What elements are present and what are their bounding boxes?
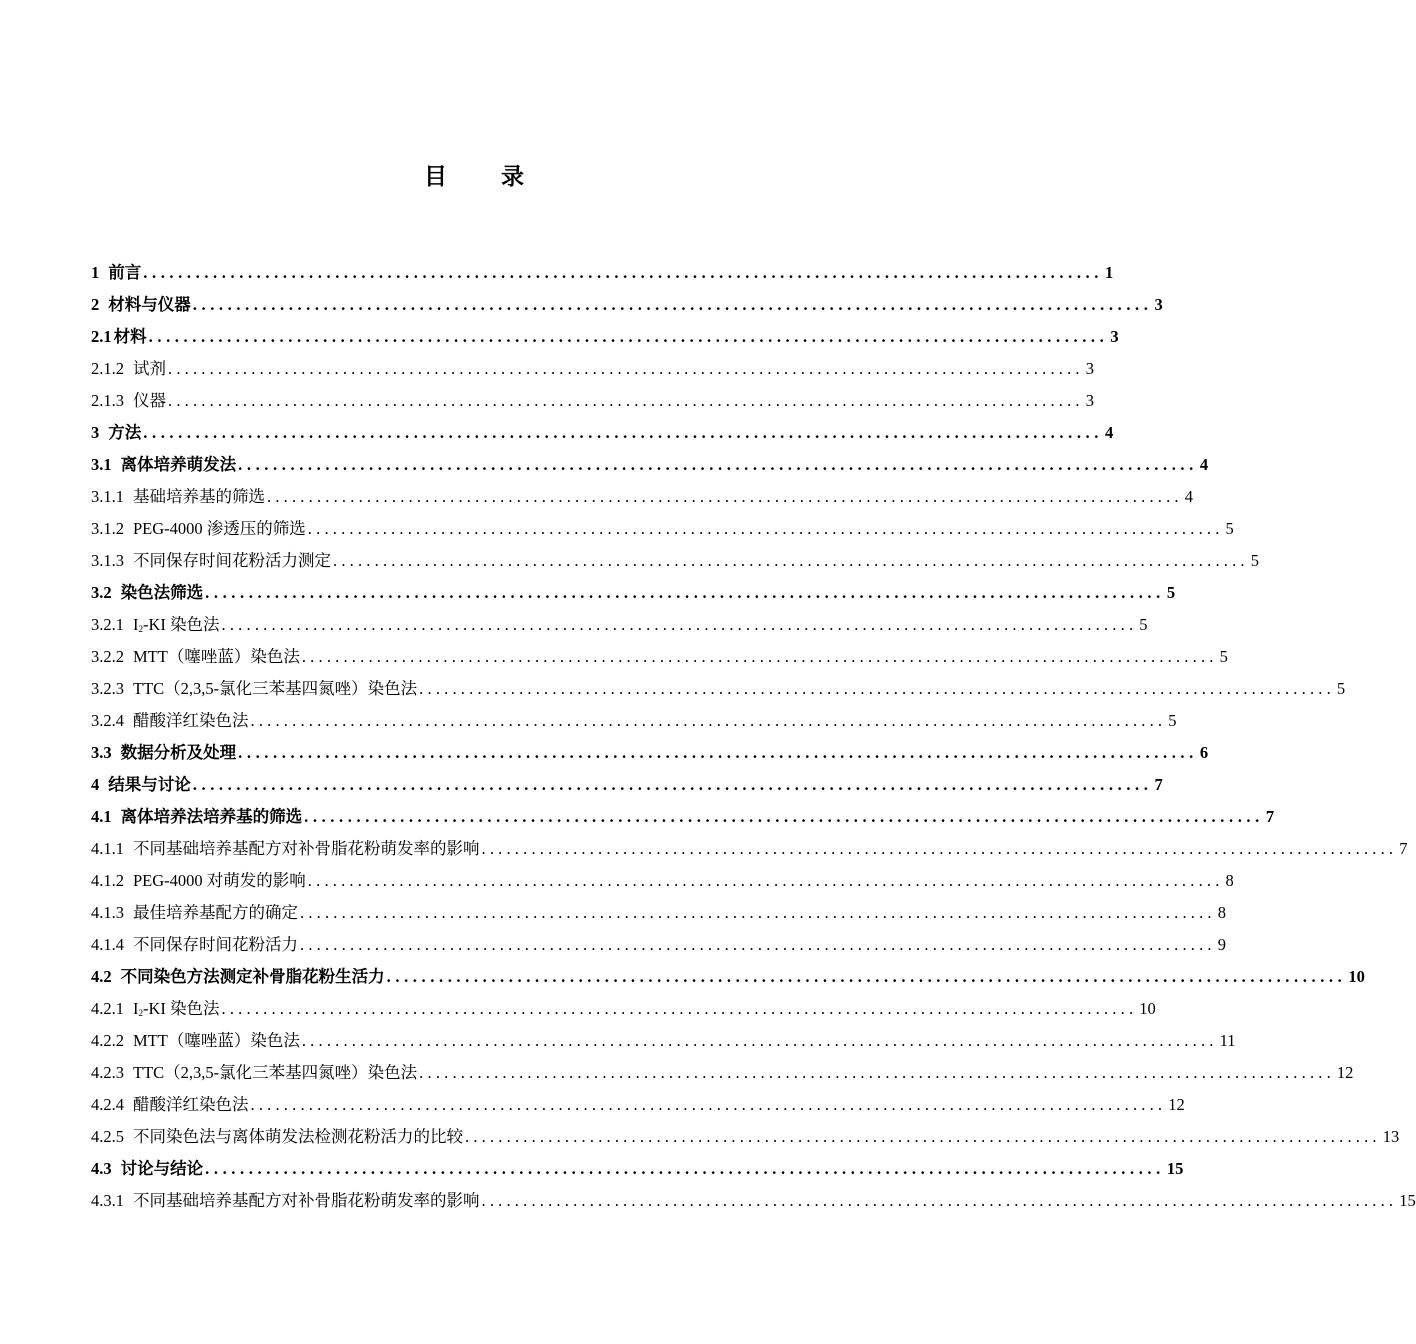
toc-label: MTT（噻唑蓝）染色法 (133, 1031, 300, 1050)
dot-leader: .............................................................................................................. (419, 679, 1335, 698)
toc-entry[interactable] (91, 417, 1114, 449)
toc-entry[interactable] (91, 801, 1275, 833)
toc-page: 10 (1348, 967, 1365, 986)
toc-number: 3.1.2 (91, 519, 124, 538)
dot-leader: .............................................................................................................. (481, 1191, 1398, 1210)
dot-leader: .............................................................................................................. (419, 1063, 1335, 1082)
toc-label: TTC（2,3,5-氯化三苯基四氮唑）染色法 (133, 1063, 418, 1082)
toc-page: 5 (1166, 583, 1176, 602)
toc-page: 5 (1250, 551, 1259, 570)
dot-leader: .............................................................................................................. (300, 903, 1216, 922)
toc-label: 不同染色方法测定补骨脂花粉生活力 (120, 967, 385, 986)
toc-page: 3 (1085, 359, 1094, 378)
dot-leader: .............................................................................................................. (221, 999, 1138, 1018)
toc-number: 2.1 (91, 327, 112, 346)
toc-page: 5 (1225, 519, 1234, 538)
toc-entry[interactable] (91, 353, 1094, 385)
toc-label: PEG-4000 渗透压的筛选 (133, 519, 306, 538)
dot-leader: .............................................................................................................. (301, 1031, 1218, 1050)
toc-number: 3.2.1 (91, 615, 124, 634)
toc-number: 4.3.1 (91, 1191, 124, 1210)
toc-number: 3.2 (91, 583, 112, 602)
toc-number: 4.1.3 (91, 903, 124, 922)
toc-page: 4 (1105, 423, 1114, 442)
toc-number: 4.1.4 (91, 935, 124, 954)
dot-leader: .............................................................................................................. (238, 455, 1198, 474)
dot-leader: .............................................................................................................. (148, 327, 1109, 346)
toc-number: 2 (91, 295, 100, 314)
toc-page: 5 (1139, 615, 1148, 634)
toc-entry[interactable] (91, 513, 1234, 545)
toc-label: 不同基础培养基配方对补骨脂花粉萌发率的影响 (133, 839, 480, 858)
label-part: I (133, 615, 139, 634)
dot-leader: .............................................................................................................. (301, 647, 1218, 666)
toc-page: 7 (1399, 839, 1408, 858)
toc-entry[interactable] (91, 961, 1365, 993)
toc-page: 13 (1382, 1127, 1400, 1146)
toc-label: 醋酸洋红染色法 (133, 711, 249, 730)
toc-number: 1 (91, 263, 100, 282)
toc-label: 不同基础培养基配方对补骨脂花粉萌发率的影响 (133, 1191, 480, 1210)
toc-entry[interactable] (91, 1121, 1400, 1153)
toc-label (133, 993, 220, 1025)
dot-leader: .............................................................................................................. (205, 1159, 1165, 1178)
toc-number: 4.1.2 (91, 871, 124, 890)
dot-leader: .............................................................................................................. (267, 487, 1183, 506)
toc-page: 10 (1139, 999, 1156, 1018)
toc-entry[interactable] (91, 449, 1209, 481)
dot-leader: .............................................................................................................. (307, 871, 1224, 890)
toc-label (133, 609, 220, 641)
toc-page: 1 (1105, 263, 1114, 282)
subscript: 2 (138, 624, 143, 634)
toc-label: 不同保存时间花粉活力 (133, 935, 298, 954)
toc-number: 4.2.4 (91, 1095, 124, 1114)
toc-page: 6 (1199, 743, 1209, 762)
toc-label: 不同染色法与离体萌发法检测花粉活力的比较 (133, 1127, 463, 1146)
toc-page: 11 (1219, 1031, 1236, 1050)
toc-entry[interactable] (91, 929, 1226, 961)
subscript: 2 (138, 1008, 143, 1018)
toc-page: 5 (1219, 647, 1228, 666)
dot-leader: .............................................................................................................. (168, 391, 1084, 410)
toc-label: MTT（噻唑蓝）染色法 (133, 647, 300, 666)
toc-number: 3 (91, 423, 100, 442)
toc-entry[interactable] (91, 289, 1163, 321)
toc-label: 材料 (113, 327, 147, 346)
toc-page: 4 (1199, 455, 1209, 474)
toc-page: 15 (1166, 1159, 1184, 1178)
toc-number: 4.2 (91, 967, 112, 986)
toc-entry[interactable] (91, 545, 1259, 577)
toc-number: 3.1.3 (91, 551, 124, 570)
toc-entry[interactable] (91, 897, 1226, 929)
toc-label: 基础培养基的筛选 (133, 487, 265, 506)
toc-entry[interactable] (91, 385, 1094, 417)
dot-leader: .............................................................................................................. (143, 423, 1103, 442)
toc-entry[interactable] (91, 481, 1193, 513)
toc-page: 9 (1217, 935, 1226, 954)
toc-number: 4.2.3 (91, 1063, 124, 1082)
toc-number: 3.2.4 (91, 711, 124, 730)
toc-number: 2.1.2 (91, 359, 124, 378)
toc-label: 离体培养萌发法 (120, 455, 237, 474)
toc-number: 3.3 (91, 743, 112, 762)
toc-label: TTC（2,3,5-氯化三苯基四氮唑）染色法 (133, 679, 418, 698)
dot-leader: .............................................................................................................. (238, 743, 1198, 762)
toc-number: 4.2.1 (91, 999, 124, 1018)
dot-leader: .............................................................................................................. (221, 615, 1138, 634)
toc-number: 4.1 (91, 807, 112, 826)
toc-number: 4.3 (91, 1159, 112, 1178)
toc-label: 讨论与结论 (120, 1159, 204, 1178)
toc-entry[interactable] (91, 1185, 1416, 1217)
toc-entry[interactable] (91, 1057, 1354, 1089)
toc-page: 8 (1225, 871, 1234, 890)
toc-label: 前言 (108, 263, 142, 282)
toc-label: 仪器 (133, 391, 166, 410)
dot-leader: .............................................................................................................. (333, 551, 1249, 570)
toc-page: 5 (1336, 679, 1346, 698)
toc-entry[interactable] (91, 641, 1228, 673)
toc-page: 12 (1336, 1063, 1354, 1082)
dot-leader: .............................................................................................................. (205, 583, 1165, 602)
toc-number: 3.1 (91, 455, 112, 474)
label-part: -KI 染色法 (143, 615, 220, 634)
toc-entry[interactable] (91, 257, 1114, 289)
toc-entry[interactable] (91, 833, 1408, 865)
toc-label: 数据分析及处理 (120, 743, 237, 762)
toc-number: 4.2.5 (91, 1127, 124, 1146)
toc-number: 3.2.2 (91, 647, 124, 666)
toc-page: 3 (1085, 391, 1094, 410)
toc-number: 3.2.3 (91, 679, 124, 698)
toc-entry[interactable] (91, 673, 1346, 705)
label-part: -KI 染色法 (143, 999, 220, 1018)
toc-entry[interactable] (91, 577, 1176, 609)
toc-entry[interactable] (91, 737, 1209, 769)
dot-leader: .............................................................................................................. (481, 839, 1398, 858)
dot-leader: .............................................................................................................. (304, 807, 1264, 826)
dot-leader: .............................................................................................................. (143, 263, 1103, 282)
toc-label: 醋酸洋红染色法 (133, 1095, 249, 1114)
toc-label: 最佳培养基配方的确定 (133, 903, 298, 922)
toc-entry[interactable] (91, 993, 1156, 1025)
toc-page: 8 (1217, 903, 1226, 922)
toc-entry[interactable] (91, 1025, 1236, 1057)
toc-number: 4.1.1 (91, 839, 124, 858)
toc-entry[interactable] (91, 1089, 1185, 1121)
toc-number: 2.1.3 (91, 391, 124, 410)
toc-entry[interactable] (91, 1153, 1184, 1185)
dot-leader: .............................................................................................................. (250, 711, 1167, 730)
page-title (0, 158, 950, 191)
toc-number: 4.2.2 (91, 1031, 124, 1050)
toc-label: 材料与仪器 (108, 295, 191, 314)
dot-leader: .............................................................................................................. (168, 359, 1084, 378)
toc-label: 结果与讨论 (108, 775, 191, 794)
toc-label: 不同保存时间花粉活力测定 (133, 551, 331, 570)
title-char-2: 录 (501, 164, 526, 190)
toc-page: 4 (1184, 487, 1193, 506)
dot-leader: .............................................................................................................. (386, 967, 1347, 986)
toc-label: 染色法筛选 (120, 583, 204, 602)
toc-entry[interactable] (91, 705, 1177, 737)
toc-label: 离体培养法培养基的筛选 (120, 807, 303, 826)
toc-entry[interactable] (91, 321, 1119, 353)
toc-page: 7 (1154, 775, 1163, 794)
title-char-1: 目 (424, 164, 449, 190)
dot-leader: .............................................................................................................. (250, 1095, 1167, 1114)
toc-label: 方法 (108, 423, 142, 442)
toc-number: 4 (91, 775, 100, 794)
table-of-contents (91, 257, 1416, 1217)
toc-page: 3 (1154, 295, 1163, 314)
toc-entry[interactable] (91, 609, 1148, 641)
toc-number: 3.1.1 (91, 487, 124, 506)
dot-leader: .............................................................................................................. (307, 519, 1224, 538)
toc-label: PEG-4000 对萌发的影响 (133, 871, 306, 890)
dot-leader: .............................................................................................................. (300, 935, 1216, 954)
toc-page: 15 (1399, 1191, 1416, 1210)
toc-page: 12 (1168, 1095, 1185, 1114)
toc-label: 试剂 (133, 359, 166, 378)
toc-page: 5 (1168, 711, 1177, 730)
dot-leader: .............................................................................................................. (192, 295, 1153, 314)
label-part: I (133, 999, 139, 1018)
dot-leader: .............................................................................................................. (465, 1127, 1381, 1146)
toc-page: 7 (1265, 807, 1275, 826)
toc-entry[interactable] (91, 865, 1234, 897)
toc-entry[interactable] (91, 769, 1163, 801)
toc-page: 3 (1110, 327, 1119, 346)
dot-leader: .............................................................................................................. (192, 775, 1153, 794)
